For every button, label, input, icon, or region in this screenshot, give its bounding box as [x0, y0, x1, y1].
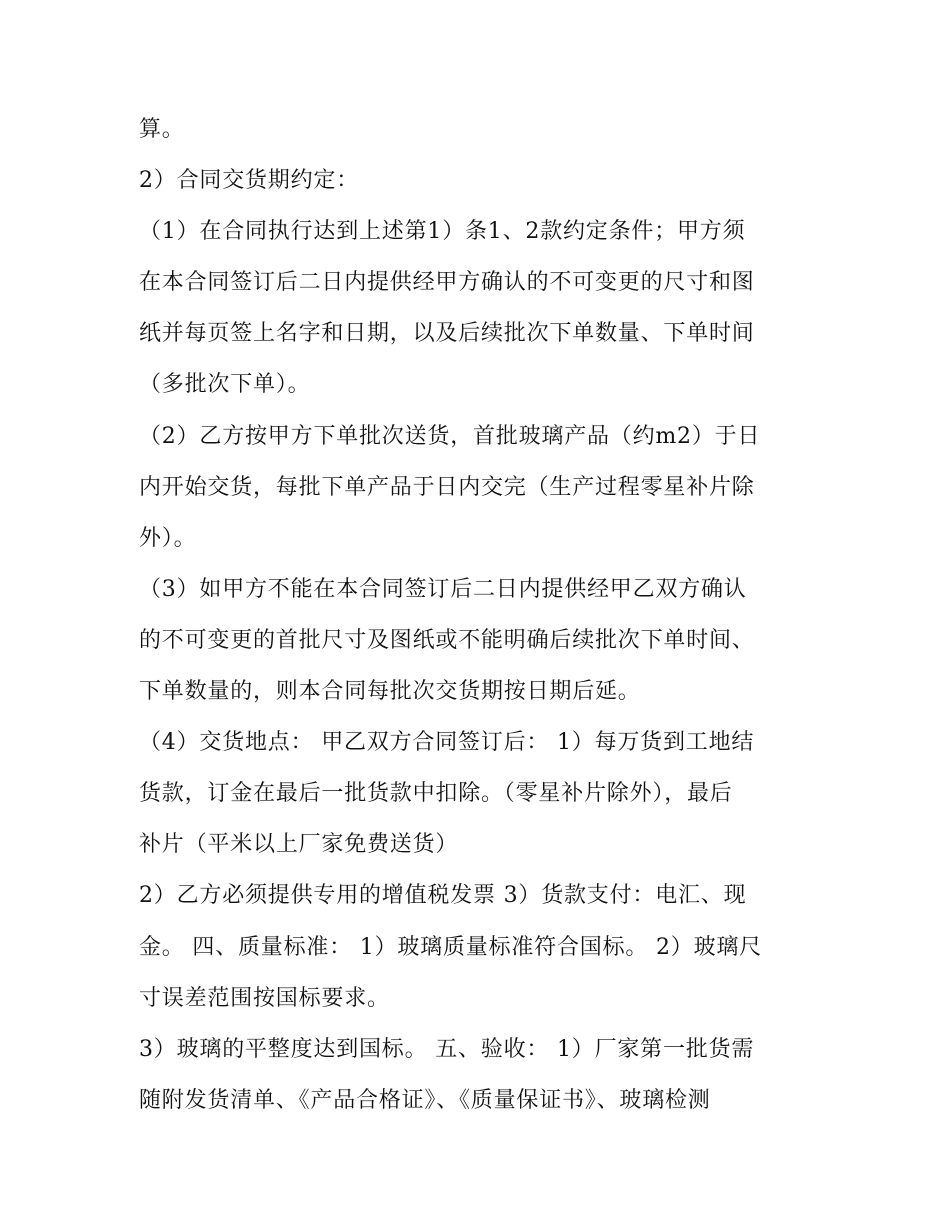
text-line: 2）合同交货期约定： — [139, 168, 359, 194]
text-line: 纸并每页签上名字和日期，以及后续批次下单数量、下单时间 — [139, 321, 755, 347]
text-line: 3）玻璃的平整度达到国标。 五、验收： 1）厂家第一批货需 — [139, 1036, 755, 1062]
text-line: 下单数量的，则本合同每批次交货期按日期后延。 — [139, 679, 641, 705]
text-line: 的不可变更的首批尺寸及图纸或不能明确后续批次下单时间、 — [139, 627, 755, 653]
text-line: （1）在合同执行达到上述第1）条1、2款约定条件；甲方须 — [139, 219, 746, 245]
text-line: 随附发货清单、《产品合格证》、《质量保证书》、玻璃检测 — [139, 1087, 711, 1113]
text-line: （3）如甲方不能在本合同签订后二日内提供经甲乙双方确认 — [139, 576, 747, 602]
text-line: 2）乙方必须提供专用的增值税发票 3）货款支付：电汇、现 — [139, 883, 747, 909]
text-line: （4）交货地点： 甲乙双方合同签订后： 1）每万货到工地结 — [139, 730, 755, 756]
contract-body-text — [139, 104, 819, 1126]
text-line: （多批次下单）。 — [139, 372, 311, 398]
text-line: （2）乙方按甲方下单批次送货，首批玻璃产品（约m2）于日 — [139, 423, 761, 449]
text-line: 算。 — [139, 117, 185, 142]
text-line: 在本合同签订后二日内提供经甲方确认的不可变更的尺寸和图 — [139, 270, 755, 296]
text-line: 外）。 — [139, 525, 197, 551]
text-line: 寸误差范围按国标要求。 — [139, 985, 390, 1011]
text-line: 金。 四、质量标准： 1）玻璃质量标准符合国标。 2）玻璃尺 — [139, 934, 762, 960]
text-line: 内开始交货，每批下单产品于日内交完（生产过程零星补片除 — [139, 474, 755, 500]
text-line: 补片（平米以上厂家免费送货） — [139, 832, 459, 858]
text-line: 货款，订金在最后一批货款中扣除。（零星补片除外），最后 — [139, 781, 733, 807]
